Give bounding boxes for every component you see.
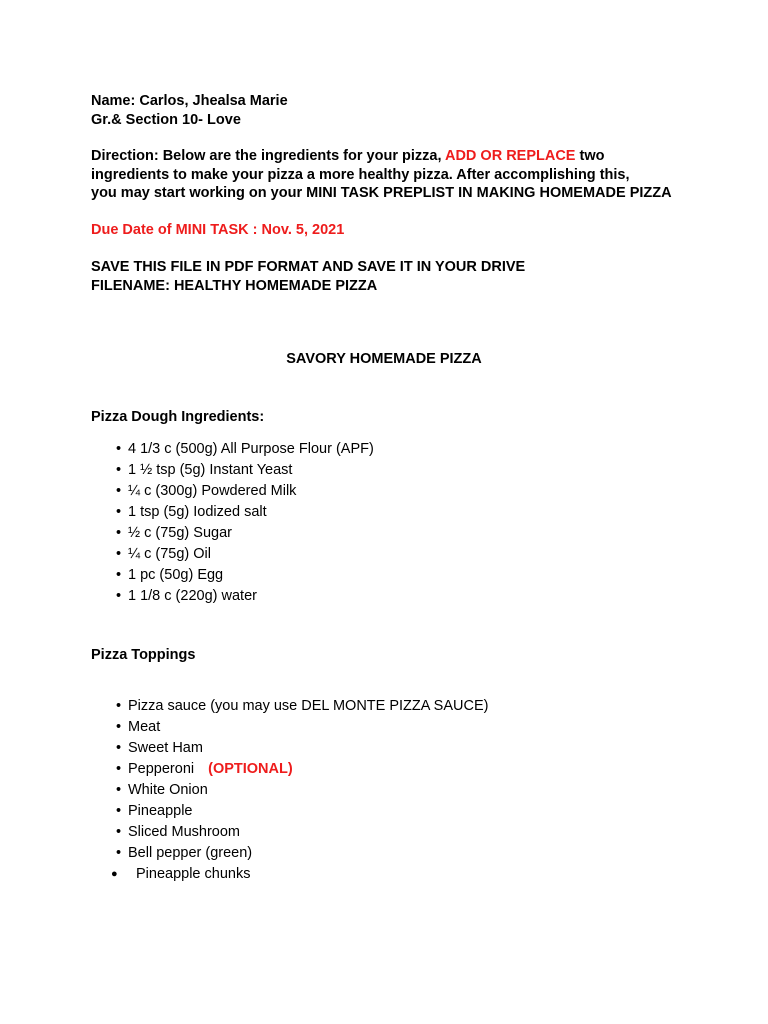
bullet-icon: •: [116, 483, 122, 499]
bullet-icon: •: [116, 845, 122, 861]
list-item: • 1 1/8 c (220g) water: [116, 586, 374, 607]
list-item: • Sweet Ham: [116, 738, 488, 759]
list-item: • Pepperoni (OPTIONAL): [116, 759, 488, 780]
bullet-icon: •: [116, 824, 122, 840]
direction-line-3: you may start working on your MINI TASK PREPLIST IN MAKING HOMEMADE PIZZA: [91, 185, 672, 201]
bullet-icon: •: [116, 441, 122, 457]
list-item: • White Onion: [116, 780, 488, 801]
direction-highlight: ADD OR REPLACE: [444, 148, 576, 164]
bullet-icon: •: [116, 761, 122, 777]
list-item: • 1 pc (50g) Egg: [116, 565, 374, 586]
toppings-list: [116, 696, 488, 864]
list-item-pineapple-chunks: ● Pineapple chunks: [111, 864, 250, 885]
filename-instruction: FILENAME: HEALTHY HOMEMADE PIZZA: [91, 278, 378, 294]
save-instruction: SAVE THIS FILE IN PDF FORMAT AND SAVE IT IN YOUR DRIVE: [91, 259, 526, 275]
list-item: • Sliced Mushroom: [116, 822, 488, 843]
list-item: • Pineapple: [116, 801, 488, 822]
direction-line-1: [91, 147, 604, 166]
bullet-icon: •: [116, 525, 122, 541]
grade-section: Gr.& Section 10- Love: [91, 112, 241, 128]
direction-text: Direction: Below are the ingredients for your pizza,: [91, 148, 445, 164]
optional-label: (OPTIONAL): [208, 761, 293, 777]
list-item: • ¼ c (300g) Powdered Milk: [116, 481, 374, 502]
bullet-icon: •: [116, 504, 122, 520]
list-item: • 4 1/3 c (500g) All Purpose Flour (APF): [116, 439, 374, 460]
bullet-icon: •: [116, 803, 122, 819]
list-item: • Bell pepper (green): [116, 843, 488, 864]
direction-text-tail: two: [575, 148, 605, 164]
bullet-icon: •: [116, 567, 122, 583]
due-date: Due Date of MINI TASK : Nov. 5, 2021: [91, 222, 345, 238]
list-item: • Meat: [116, 717, 488, 738]
recipe-title: SAVORY HOMEMADE PIZZA: [286, 351, 482, 367]
bullet-icon: •: [116, 719, 122, 735]
bullet-icon: •: [116, 546, 122, 562]
toppings-heading: Pizza Toppings: [91, 647, 196, 663]
list-item: • Pizza sauce (you may use DEL MONTE PIZZA SAUCE): [116, 696, 488, 717]
bullet-icon: •: [116, 462, 122, 478]
list-item: • 1 ½ tsp (5g) Instant Yeast: [116, 460, 374, 481]
bullet-icon: ●: [111, 868, 118, 880]
bullet-icon: •: [116, 698, 122, 714]
list-item: • ¼ c (75g) Oil: [116, 544, 374, 565]
student-name: Name: Carlos, Jhealsa Marie: [91, 93, 288, 109]
bullet-icon: •: [116, 588, 122, 604]
direction-line-2: ingredients to make your pizza a more healthy pizza. After accomplishing this,: [91, 167, 630, 183]
bullet-icon: •: [116, 740, 122, 756]
dough-ingredient-list: [116, 439, 374, 607]
list-item: • ½ c (75g) Sugar: [116, 523, 374, 544]
bullet-icon: •: [116, 782, 122, 798]
list-item: • 1 tsp (5g) Iodized salt: [116, 502, 374, 523]
dough-heading: Pizza Dough Ingredients:: [91, 409, 265, 425]
